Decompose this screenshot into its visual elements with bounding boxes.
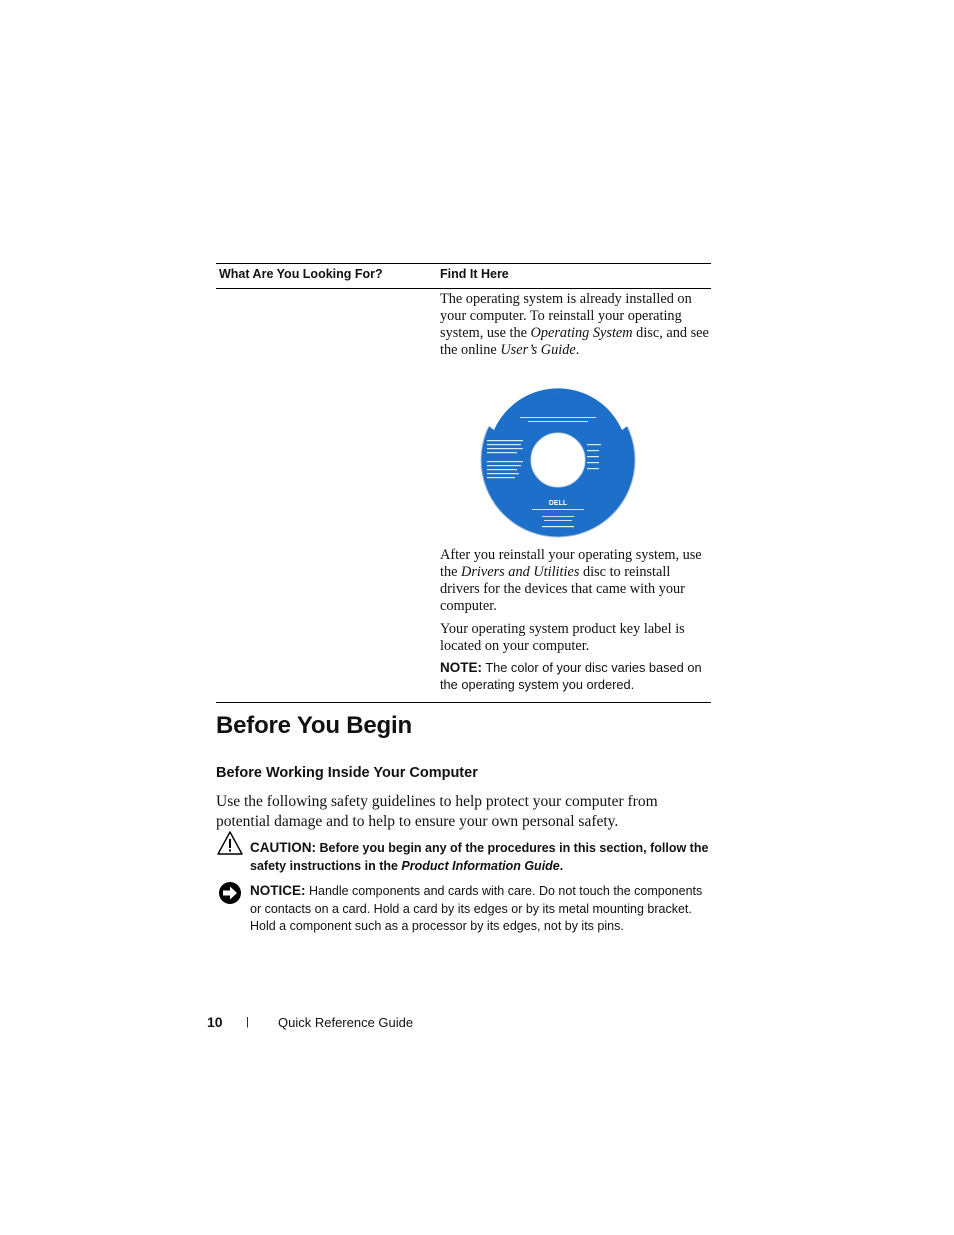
page-number: 10 (207, 1014, 223, 1030)
table-cell-find-it-here (440, 291, 710, 359)
disc-title: OPERATING SYSTEM (529, 397, 587, 403)
product-information-guide-title: Product Information Guide (401, 858, 560, 873)
table-top-rule (216, 263, 711, 264)
footer-title: Quick Reference Guide (278, 1015, 414, 1030)
note-text: The color of your disc varies based on the operating system you ordered. (440, 660, 702, 692)
caution-label: CAUTION: (250, 840, 316, 855)
notice-arrow-icon (218, 880, 246, 908)
table-bottom-rule (216, 702, 711, 703)
para2-text-b: disc to reinstall drivers for the devices that came with your computer. (440, 564, 685, 614)
disc-text-line (520, 417, 596, 418)
operating-system-disc-image (480, 382, 636, 538)
note-label: NOTE: (440, 660, 482, 675)
product-key-paragraph: Your operating system product key label is located on your computer. (440, 621, 685, 654)
disc-text-line (542, 526, 574, 527)
disc-text-line (532, 509, 584, 510)
users-guide-title: User’s Guide (500, 342, 576, 358)
reinstall-paragraph (440, 547, 710, 615)
notice-text (250, 882, 712, 936)
footer-separator: | (246, 1016, 249, 1028)
notice-label: NOTICE: (250, 883, 306, 898)
disc-text-line (542, 516, 574, 517)
section-subheading: Before Working Inside Your Computer (216, 765, 478, 781)
caution-text-a: Before you begin any of the procedures in this section, follow the safety instructions in the (250, 841, 709, 873)
os-installed-paragraph (440, 291, 710, 359)
table-header-rule (216, 288, 711, 289)
disc-color-note (440, 659, 710, 693)
drivers-utilities-disc-title: Drivers and Utilities (461, 564, 580, 580)
safety-intro-paragraph: Use the following safety guidelines to help protect your computer from potential damage and to help to ensure your own personal safety. (216, 793, 658, 830)
caution-triangle-icon (216, 830, 244, 858)
disc-center-hole (531, 433, 585, 487)
table-header-find-it-here: Find It Here (440, 267, 509, 281)
table-cell-reinstall (440, 547, 710, 693)
disc-text-line (544, 520, 572, 521)
para2-text-a: After you reinstall your operating system, use the (440, 547, 702, 580)
para1-text-a: The operating system is already installed on your computer. To reinstall your operating system, use the (440, 291, 692, 341)
disc-text-line (528, 421, 588, 422)
section-heading: Before You Begin (216, 712, 412, 739)
para1-text-c: . (575, 342, 580, 358)
caution-text (250, 839, 712, 875)
operating-system-disc-title: Operating System (530, 325, 633, 341)
notice-body: Handle components and cards with care. Do not touch the components or contacts on a card. Hold a card by its edges or by its metal mounting bracket. Hold a component such as a processor by its edges, not by its pins. (250, 884, 703, 933)
table-header-looking-for: What Are You Looking For? (219, 267, 383, 281)
disc-banner: ALREADY INSTALLED ON YOUR COMPUTER (508, 408, 608, 413)
dell-logo: DELL (548, 500, 568, 507)
caution-text-b: . (559, 858, 564, 873)
para1-text-b: disc, and see the online (440, 325, 709, 358)
